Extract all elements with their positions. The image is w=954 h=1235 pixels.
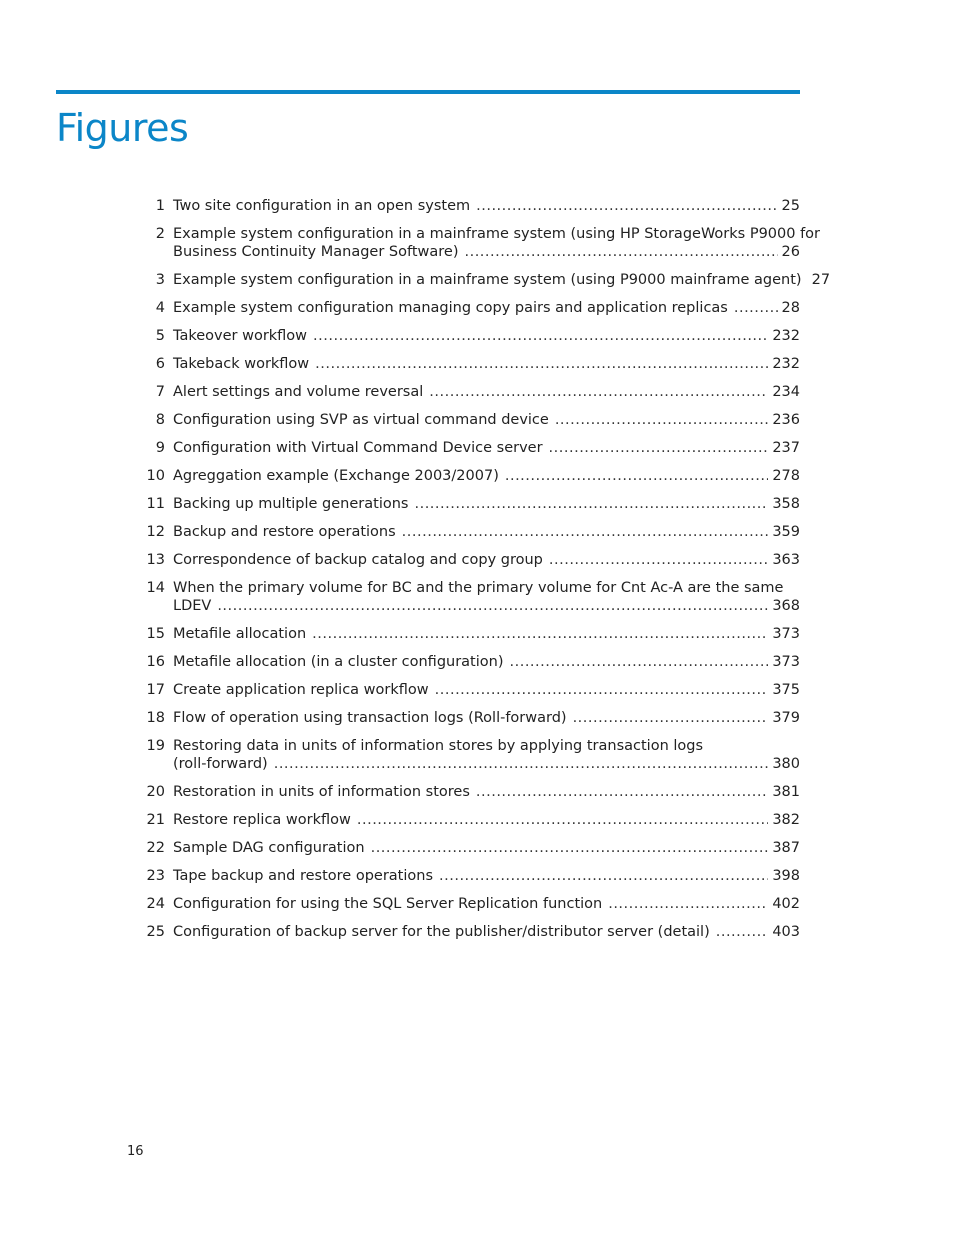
figure-page-number[interactable]: 25 (781, 198, 800, 214)
figure-entry[interactable] (140, 709, 800, 727)
figure-number: 1 (155, 198, 165, 214)
figure-number: 5 (155, 328, 165, 344)
figure-number: 17 (146, 682, 165, 698)
dot-leader (476, 197, 777, 215)
figure-title-row (173, 383, 800, 401)
figure-title-line: Restoration in units of information stores (173, 784, 470, 800)
figure-entry-body (173, 783, 800, 801)
figure-number: 6 (155, 356, 165, 372)
figure-entry[interactable] (140, 839, 800, 857)
figure-number: 8 (155, 412, 165, 428)
figure-title-line: Takeback workflow (173, 356, 310, 372)
figure-title-row (173, 495, 800, 513)
figure-page-number[interactable]: 387 (772, 840, 800, 856)
figure-title-row (173, 243, 800, 261)
dot-leader (357, 811, 768, 829)
figure-entry-body (173, 737, 800, 773)
figure-title-line: Sample DAG configuration (173, 840, 365, 856)
figure-entry[interactable] (140, 299, 800, 317)
figure-number: 9 (155, 440, 165, 456)
figure-entry-body (173, 625, 800, 643)
figure-number: 3 (155, 272, 165, 288)
header-rule (56, 90, 800, 94)
figure-number: 23 (146, 868, 165, 884)
figure-entry-body (173, 709, 800, 727)
dot-leader (429, 383, 768, 401)
dot-leader (573, 709, 769, 727)
figure-title-line: Metafile allocation (in a cluster configuration) (173, 654, 504, 670)
figure-title-line: When the primary volume for BC and the primary volume for Cnt Ac-A are the same (173, 580, 784, 596)
figure-entry[interactable] (140, 653, 800, 671)
figure-entry[interactable] (140, 383, 800, 401)
figure-entry[interactable] (140, 439, 800, 457)
figure-entry[interactable] (140, 355, 800, 373)
figure-title-row (173, 653, 800, 671)
figure-entry-body (173, 923, 800, 941)
figure-number: 21 (146, 812, 165, 828)
figure-title-line: Configuration for using the SQL Server Replication function (173, 896, 603, 912)
figure-title-line: Example system configuration in a mainframe system (using P9000 mainframe agent) (173, 272, 802, 288)
figure-number: 12 (146, 524, 165, 540)
figure-entry-body (173, 383, 800, 401)
figure-entry[interactable] (140, 411, 800, 429)
figure-entry[interactable] (140, 467, 800, 485)
figure-page-number[interactable]: 359 (772, 524, 800, 540)
figure-title-line: Configuration with Virtual Command Device server (173, 440, 543, 456)
figure-entry-body (173, 811, 800, 829)
dot-leader (464, 243, 777, 261)
figure-page-number[interactable]: 27 (811, 272, 831, 288)
figure-page-number[interactable]: 373 (772, 626, 800, 642)
figure-entry[interactable] (140, 523, 800, 541)
figure-entry-body (173, 355, 800, 373)
figure-title-row (173, 355, 800, 373)
figure-entry[interactable] (140, 327, 800, 345)
figure-entry[interactable] (140, 681, 800, 699)
figure-title-line: Configuration of backup server for the publisher/distributor server (detail) (173, 924, 710, 940)
figure-entry[interactable] (140, 495, 800, 513)
figure-number: 18 (146, 710, 165, 726)
figure-title-row (173, 551, 800, 569)
figure-entry-body (173, 225, 821, 261)
figure-title-line: Tape backup and restore operations (173, 868, 434, 884)
figure-title-row (173, 597, 800, 615)
figure-title-row (173, 755, 800, 773)
figure-entry-body (173, 299, 800, 317)
figure-entry[interactable] (140, 271, 831, 289)
figure-entry[interactable] (140, 783, 800, 801)
figure-entry-body (173, 327, 800, 345)
dot-leader (435, 681, 769, 699)
dot-leader (402, 523, 769, 541)
figure-title-row (173, 197, 800, 215)
dot-leader (439, 867, 768, 885)
dot-leader (734, 299, 778, 317)
figure-number: 4 (155, 300, 165, 316)
dot-leader (313, 327, 768, 345)
figure-title-row (173, 709, 800, 727)
figure-number: 22 (146, 840, 165, 856)
figure-title-row (173, 299, 800, 317)
figure-title-line: Restoring data in units of information stores by applying transaction logs (173, 738, 704, 754)
figure-page-number[interactable]: 26 (781, 244, 800, 260)
figure-page-number[interactable]: 232 (772, 356, 800, 372)
figure-number: 11 (146, 496, 165, 512)
figure-title-line: Metafile allocation (173, 626, 307, 642)
dot-leader (371, 839, 769, 857)
figure-entry[interactable] (140, 867, 800, 885)
dot-leader (312, 625, 768, 643)
figure-entry[interactable] (140, 225, 821, 261)
figure-title-line: Agreggation example (Exchange 2003/2007) (173, 468, 499, 484)
figure-entry-body (173, 197, 800, 215)
figure-entry[interactable] (140, 625, 800, 643)
figure-page-number[interactable]: 402 (772, 896, 800, 912)
dot-leader (716, 923, 769, 941)
figure-page-number[interactable]: 236 (772, 412, 800, 428)
figure-entry[interactable] (140, 551, 800, 569)
dot-leader (414, 495, 768, 513)
figure-title-row (173, 625, 800, 643)
figure-page-number[interactable]: 278 (772, 468, 800, 484)
figure-number: 20 (146, 784, 165, 800)
figure-number: 13 (146, 552, 165, 568)
figure-entry-body (173, 867, 800, 885)
dot-leader (510, 653, 769, 671)
figure-title-row (173, 523, 800, 541)
figure-title-row (173, 923, 800, 941)
page-title: Figures (56, 106, 189, 150)
figure-number: 7 (155, 384, 165, 400)
figure-number: 10 (146, 468, 165, 484)
figure-page-number[interactable]: 234 (772, 384, 800, 400)
figure-entry[interactable] (140, 923, 800, 941)
figure-entry-body (173, 579, 800, 615)
figure-entry[interactable] (140, 895, 800, 913)
figure-title-row (173, 327, 800, 345)
figure-title-line: Takeover workflow (173, 328, 308, 344)
figure-number: 2 (155, 226, 165, 242)
figure-title-line: Example system configuration managing copy pairs and application replicas (173, 300, 728, 316)
figure-title-line: (roll-forward) (173, 756, 268, 772)
figure-title-line: Example system configuration in a mainframe system (using HP StorageWorks P9000 for (173, 226, 821, 242)
page-number: 16 (127, 1144, 144, 1159)
figure-title-line: Restore replica workflow (173, 812, 351, 828)
figure-page-number[interactable]: 375 (772, 682, 800, 698)
figures-list (140, 197, 831, 951)
figure-title-row (173, 681, 800, 699)
figure-entry-body (173, 551, 800, 569)
figure-page-number[interactable]: 380 (772, 756, 800, 772)
figure-number: 16 (146, 654, 165, 670)
figure-entry-body (173, 411, 800, 429)
figure-entry-body (173, 653, 800, 671)
dot-leader (555, 411, 768, 429)
dot-leader (549, 439, 769, 457)
figure-page-number[interactable]: 237 (772, 440, 800, 456)
figure-page-number[interactable]: 368 (772, 598, 800, 614)
figure-page-number[interactable]: 363 (772, 552, 800, 568)
figure-entry-body (173, 681, 800, 699)
figure-title-row (173, 783, 800, 801)
figure-page-number[interactable]: 381 (772, 784, 800, 800)
figure-number: 24 (146, 896, 165, 912)
figure-entry-body (173, 495, 800, 513)
dot-leader (274, 755, 769, 773)
figure-title-line: Create application replica workflow (173, 682, 429, 698)
figure-entry[interactable] (140, 197, 800, 215)
figure-title-line: Configuration using SVP as virtual command device (173, 412, 549, 428)
figure-page-number[interactable]: 28 (781, 300, 800, 316)
dot-leader (505, 467, 768, 485)
figure-entry-body (173, 523, 800, 541)
figure-number: 14 (146, 580, 165, 596)
figure-page-number[interactable]: 232 (772, 328, 800, 344)
figure-entry[interactable] (140, 811, 800, 829)
dot-leader (549, 551, 768, 569)
figure-entry-body (173, 895, 800, 913)
figure-title-line: Flow of operation using transaction logs (Roll-forward) (173, 710, 567, 726)
figure-entry[interactable] (140, 737, 800, 773)
figure-title-line: Alert settings and volume reversal (173, 384, 424, 400)
figure-title-row (173, 439, 800, 457)
figure-title-line: Correspondence of backup catalog and copy group (173, 552, 543, 568)
dot-leader (476, 783, 768, 801)
dot-leader (608, 895, 768, 913)
figure-entry-body (173, 271, 831, 289)
figure-number: 19 (146, 738, 165, 754)
figure-page-number[interactable]: 379 (772, 710, 800, 726)
figure-title-line: Two site configuration in an open system (173, 198, 471, 214)
figure-page-number[interactable]: 358 (772, 496, 800, 512)
figure-title-row (173, 271, 831, 289)
figure-number: 15 (146, 626, 165, 642)
figure-title-line: LDEV (173, 598, 212, 614)
figure-title-row (173, 811, 800, 829)
figure-entry[interactable] (140, 579, 800, 615)
figure-title-line: Business Continuity Manager Software) (173, 244, 459, 260)
figure-page-number[interactable]: 398 (772, 868, 800, 884)
figure-number: 25 (146, 924, 165, 940)
figure-title-row (173, 467, 800, 485)
figure-entry-body (173, 839, 800, 857)
figure-title-row (173, 411, 800, 429)
figure-title-row (173, 839, 800, 857)
figure-title-line: Backing up multiple generations (173, 496, 409, 512)
figure-entry-body (173, 439, 800, 457)
figure-entry-body (173, 467, 800, 485)
figure-title-row (173, 895, 800, 913)
figure-title-line: Backup and restore operations (173, 524, 396, 540)
figure-page-number[interactable]: 373 (772, 654, 800, 670)
figure-page-number[interactable]: 382 (772, 812, 800, 828)
dot-leader (315, 355, 768, 373)
figure-page-number[interactable]: 403 (772, 924, 800, 940)
dot-leader (217, 597, 768, 615)
figure-title-row (173, 867, 800, 885)
